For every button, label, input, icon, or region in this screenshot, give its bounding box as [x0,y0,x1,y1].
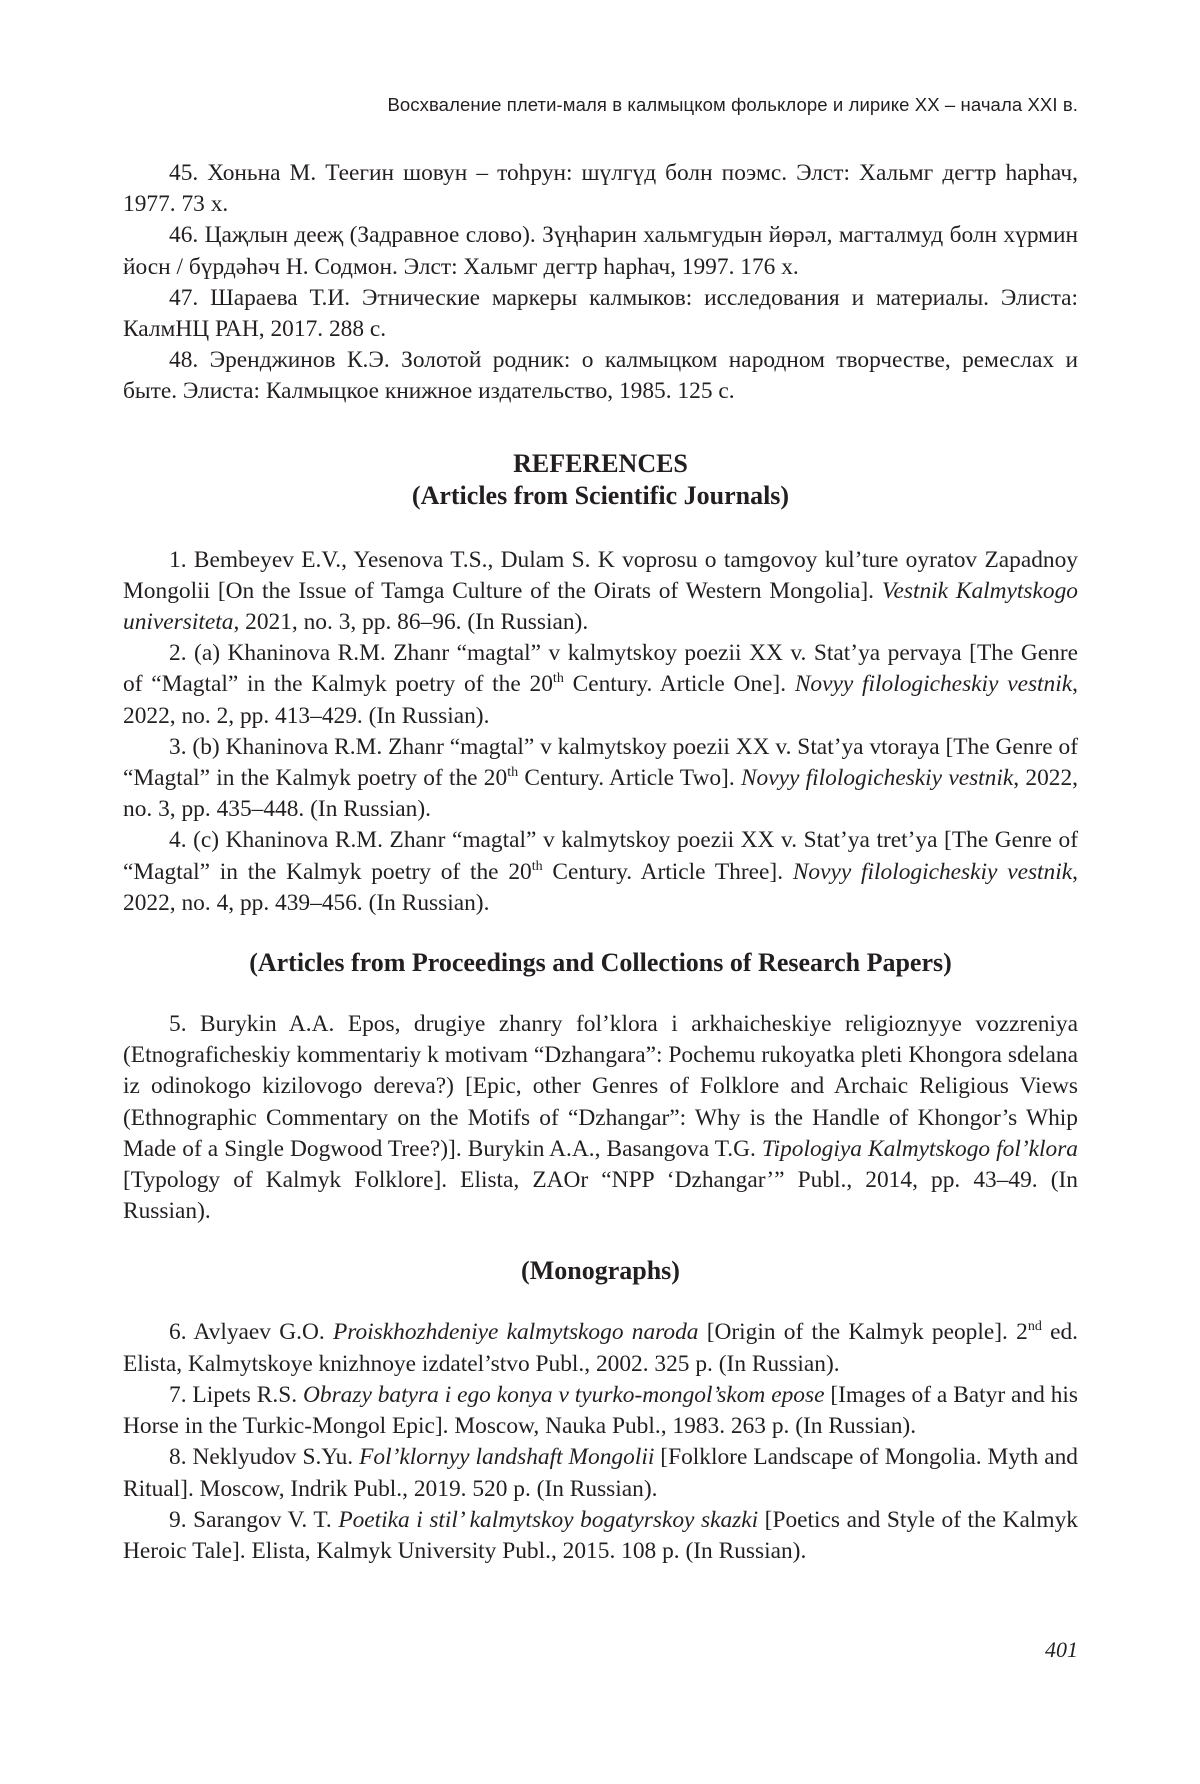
document-page [123,0,1078,1784]
references-heading: REFERENCES [513,448,688,478]
book-title: Poetika i stil’ kalmytskoy bogatyrskoy skazki [338,1506,759,1533]
reference-entry-4: 4. (c) Khaninova R.M. Zhanr “magtal” v kalmytskoy poezii XX v. Stat’ya tret’ya [The Genre of “Magtal” in the Kalmyk poetry of the 20th Century. Article Three]. Novyy filologicheskiy vestnik, 2022, no. 4, pp. 439–456. (In Russian). [123,827,1078,916]
collection-title: Tipologiya Kalmytskogo fol’klora [761,1135,1078,1162]
journals-heading: (Articles from Scientific Journals) [411,480,790,510]
reference-entry-8: 8. Neklyudov S.Yu. Fol’klornyy landshaft Mongolii [Folklore Landscape of Mongolia. Myth and Ritual]. Moscow, Indrik Publ., 2019. 520 p. (In Russian). [123,1444,1078,1502]
reference-entry-6: 6. Avlyaev G.O. Proiskhozhdeniye kalmytskogo naroda [Origin of the Kalmyk people]. 2nd ed. Elista, Kalmytskoye knizhnoye izdatel’stvo Publ., 2002. 325 p. (In Russian). [123,1318,1079,1377]
reference-entry-47: 47. Шараева Т.И. Этнические маркеры калмыков: исследования и материалы. Элиста: КалмНЦ РАН, 2017. 288 с. [123,284,1078,343]
journal-title: Vestnik Kalmytskogo universiteta [123,577,1078,636]
reference-entry-48: 48. Эренджинов К.Э. Золотой родник: о калмыцком народном творчестве, ремеслах и быте. Элиста: Калмыцкое книжное издательство, 1985. 125 с. [123,347,1078,405]
reference-entry-3: 3. (b) Khaninova R.M. Zhanr “magtal” v kalmytskoy poezii XX v. Stat’ya vtoraya [The Genre of “Magtal” in the Kalmyk poetry of the 20th Century. Article Two]. Novyy filologicheskiy vestnik, 2022, no. 3, pp. 435–448. (In Russian). [123,733,1079,823]
book-title: Proiskhozhdeniye kalmytskogo naroda [332,1319,699,1346]
reference-entry-1: 1. Bembeyev E.V., Yesenova T.S., Dulam S. K voprosu o tamgovoy kul’ture oyratov Zapadnoy Mongolii [On the Issue of Tamga Culture of the Oirats of Western Mongolia]. Vestnik Kalmytskogo universiteta, 2021, no. 3, pp. 86–96. (In Russian). [123,546,1078,636]
journal-title: Novyy filologicheskiy vestnik [792,858,1073,885]
monographs-heading: (Monographs) [521,1256,680,1286]
reference-entry-7: 7. Lipets R.S. Obrazy batyra i ego konya v tyurko-mongol’skom epose [Images of a Batyr and his Horse in the Turkic-Mongol Epic]. Moscow, Nauka Publ., 1983. 263 p. (In Russian). [123,1381,1079,1440]
proceedings-heading: (Articles from Proceedings and Collections of Research Papers) [249,948,952,978]
book-title: Fol’klornyy landshaft Mongolii [359,1444,655,1471]
reference-entry-2: 2. (a) Khaninova R.M. Zhanr “magtal” v kalmytskoy poezii XX v. Stat’ya pervaya [The Genre of “Magtal” in the Kalmyk poetry of the 20th Century. Article One]. Novyy filologicheskiy vestnik, 2022, no. 2, pp. 413–429. (In Russian). [123,640,1078,729]
page-number: 401 [1045,1637,1078,1662]
journal-title: Novyy filologicheskiy vestnik [740,765,1014,792]
running-head: Восхваление плети-маля в калмыцком фольклоре и лирике XX – начала XXI в. [387,94,1078,115]
reference-entry-9: 9. Sarangov V. T. Poetika i stil’ kalmytskoy bogatyrskoy skazki [Poetics and Style of the Kalmyk Heroic Tale]. Elista, Kalmyk University Publ., 2015. 108 p. (In Russian). [123,1506,1078,1564]
reference-entry-5: 5. Burykin A.A. Epos, drugiye zhanry fol’klora i arkhaicheskiye religioznyye vozzreniya (Etnograficheskiy kommentariy k motivam “Dzhangara”: Pochemu rukoyatka pleti Khongora sdelana iz odinokogo kizilovogo dereva?) [Epic, other Genres of Folklore and Archaic Religious Views (Ethnographic Commentary on the Motifs of “Dzhangar”: Why is the Handle of Khongor’s Whip Made of a Single Dogwood Tree?)]. Burykin A.A., Basangova T.G. Tipologiya Kalmytskogo fol’klora [Typology of Kalmyk Folklore]. Elista, ZAOr “NPP ‘Dzhangar’” Publ., 2014, pp. 43–49. (In Russian). [123,1011,1078,1225]
book-title: Obrazy batyra i ego konya v tyurko-mongol’skom epose [302,1381,825,1408]
body-text [123,158,1078,1567]
reference-entry-45: 45. Хоньна М. Теегин шовун – тоһрун: шүлгүд болн поэмс. Элст: Хальмг дегтр һарһач, 1977. 73 х. [123,160,1078,218]
reference-entry-46: 46. Цаҗлын дееҗ (Задравное слово). Зүңһарин хальмгудын йөрәл, магталмуд болн хүрмин йосн / бүрдәһәч Н. Содмон. Элст: Хальмг дегтр һарһач, 1997. 176 х. [123,222,1078,280]
journal-title: Novyy filologicheskiy vestnik [794,671,1073,698]
